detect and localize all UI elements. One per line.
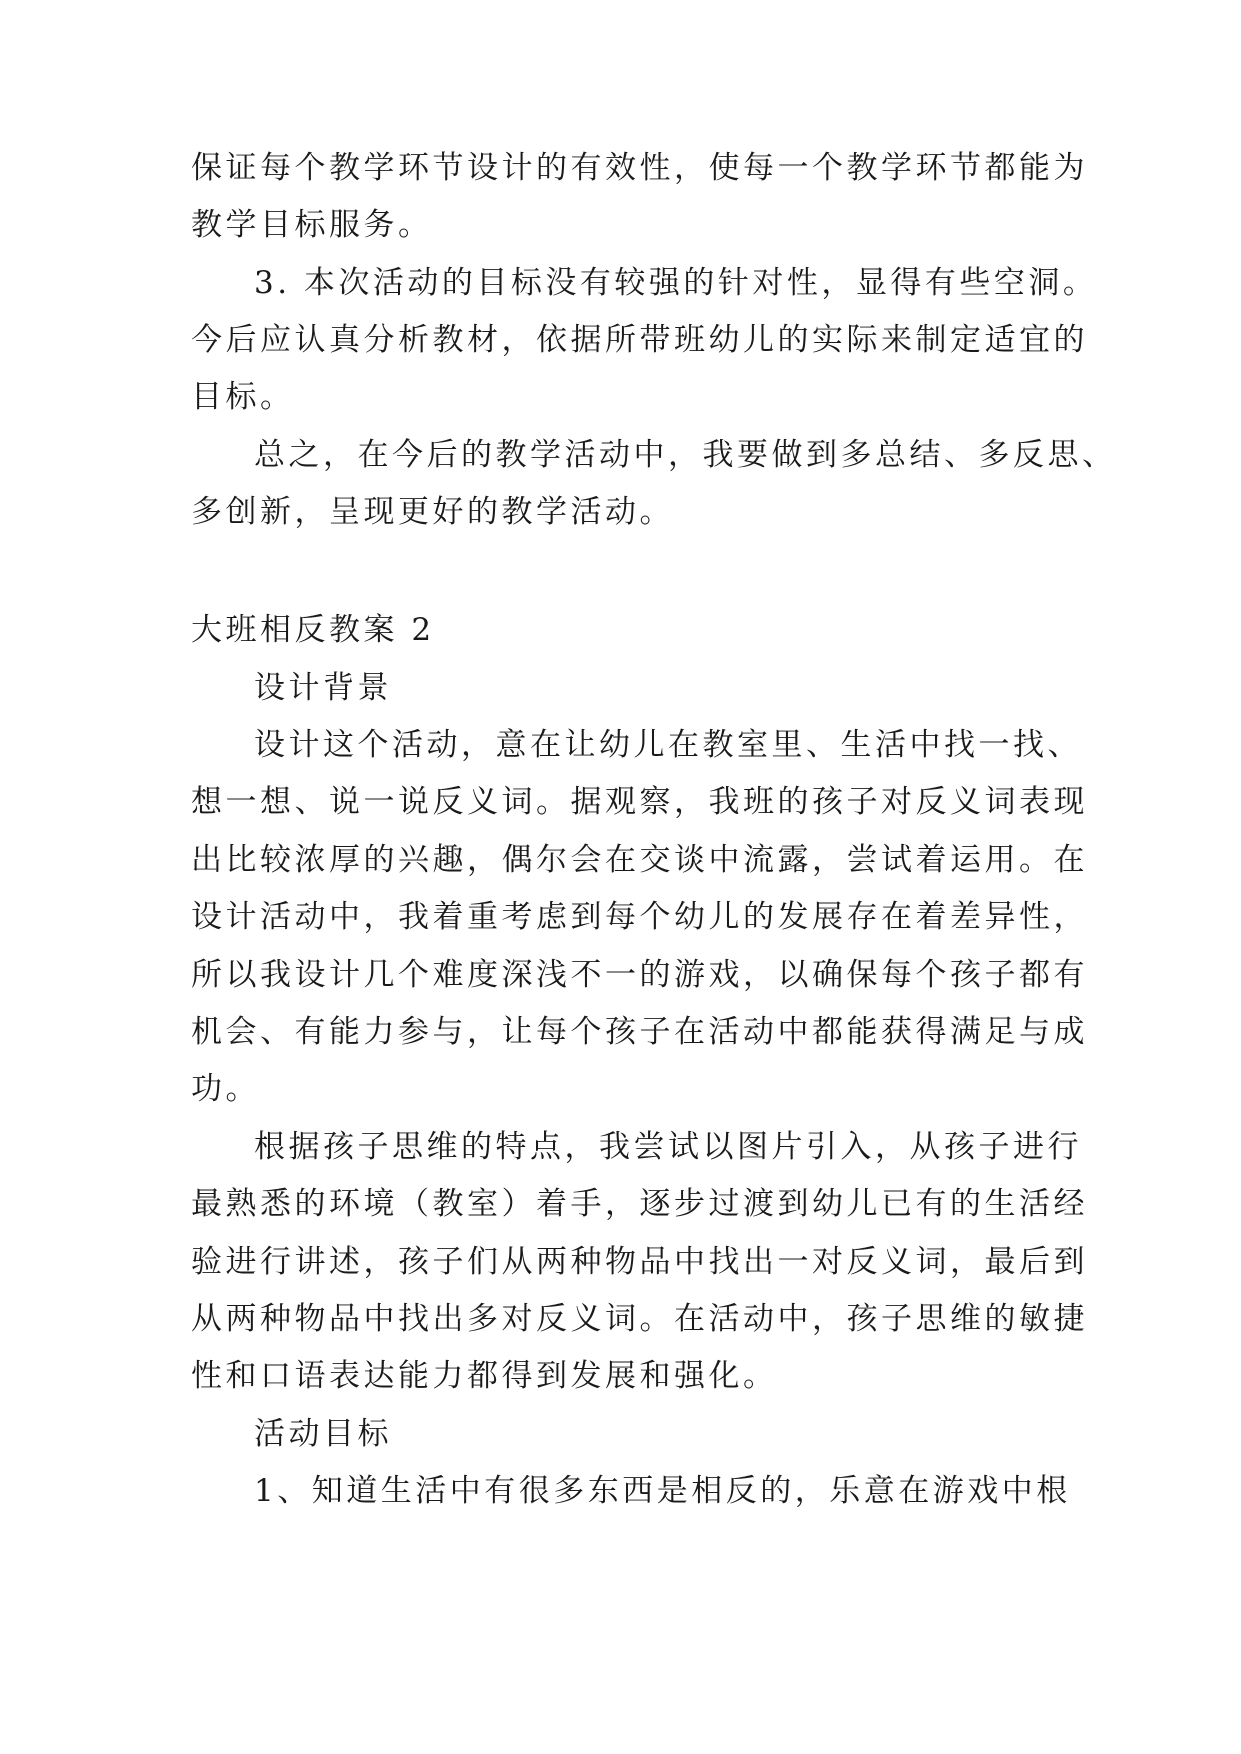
summary-paragraph: 总之，在今后的教学活动中，我要做到多总结、多反思、 — [254, 437, 1117, 473]
paragraph-line: 目标。 — [191, 379, 295, 415]
subsection-heading-background: 设计背景 — [254, 670, 392, 706]
paragraph-line: 根据孩子思维的特点，我尝试以图片引入，从孩子进行 — [254, 1129, 1082, 1165]
paragraph-line: 出比较浓厚的兴趣，偶尔会在交谈中流露，尝试着运用。在 — [191, 842, 1088, 878]
subsection-heading-goals: 活动目标 — [254, 1416, 392, 1452]
paragraph-line: 从两种物品中找出多对反义词。在活动中，孩子思维的敏捷 — [191, 1301, 1088, 1337]
paragraph-line: 设计活动中，我着重考虑到每个幼儿的发展存在着差异性， — [191, 899, 1088, 935]
paragraph-line: 功。 — [191, 1071, 260, 1107]
section-title: 大班相反教案 2 — [191, 612, 435, 648]
paragraph-line: 最熟悉的环境（教室）着手，逐步过渡到幼儿已有的生活经 — [191, 1186, 1088, 1222]
paragraph-line: 保证每个教学环节设计的有效性，使每一个教学环节都能为 — [191, 150, 1088, 186]
paragraph-line: 想一想、说一说反义词。据观察，我班的孩子对反义词表现 — [191, 784, 1088, 820]
paragraph-line: 所以我设计几个难度深浅不一的游戏，以确保每个孩子都有 — [191, 957, 1088, 993]
paragraph-line: 多创新，呈现更好的教学活动。 — [191, 494, 674, 530]
list-item-3: 3. 本次活动的目标没有较强的针对性，显得有些空洞。 — [254, 265, 1098, 301]
paragraph-line: 设计这个活动，意在让幼儿在教室里、生活中找一找、 — [254, 727, 1082, 763]
paragraph-line: 教学目标服务。 — [191, 207, 433, 243]
paragraph-line: 今后应认真分析教材，依据所带班幼儿的实际来制定适宜的 — [191, 322, 1088, 358]
paragraph-line: 验进行讲述，孩子们从两种物品中找出一对反义词，最后到 — [191, 1244, 1088, 1280]
list-item-1: 1、知道生活中有很多东西是相反的，乐意在游戏中根 — [254, 1473, 1071, 1509]
paragraph-line: 性和口语表达能力都得到发展和强化。 — [191, 1358, 778, 1394]
paragraph-line: 机会、有能力参与，让每个孩子在活动中都能获得满足与成 — [191, 1014, 1088, 1050]
